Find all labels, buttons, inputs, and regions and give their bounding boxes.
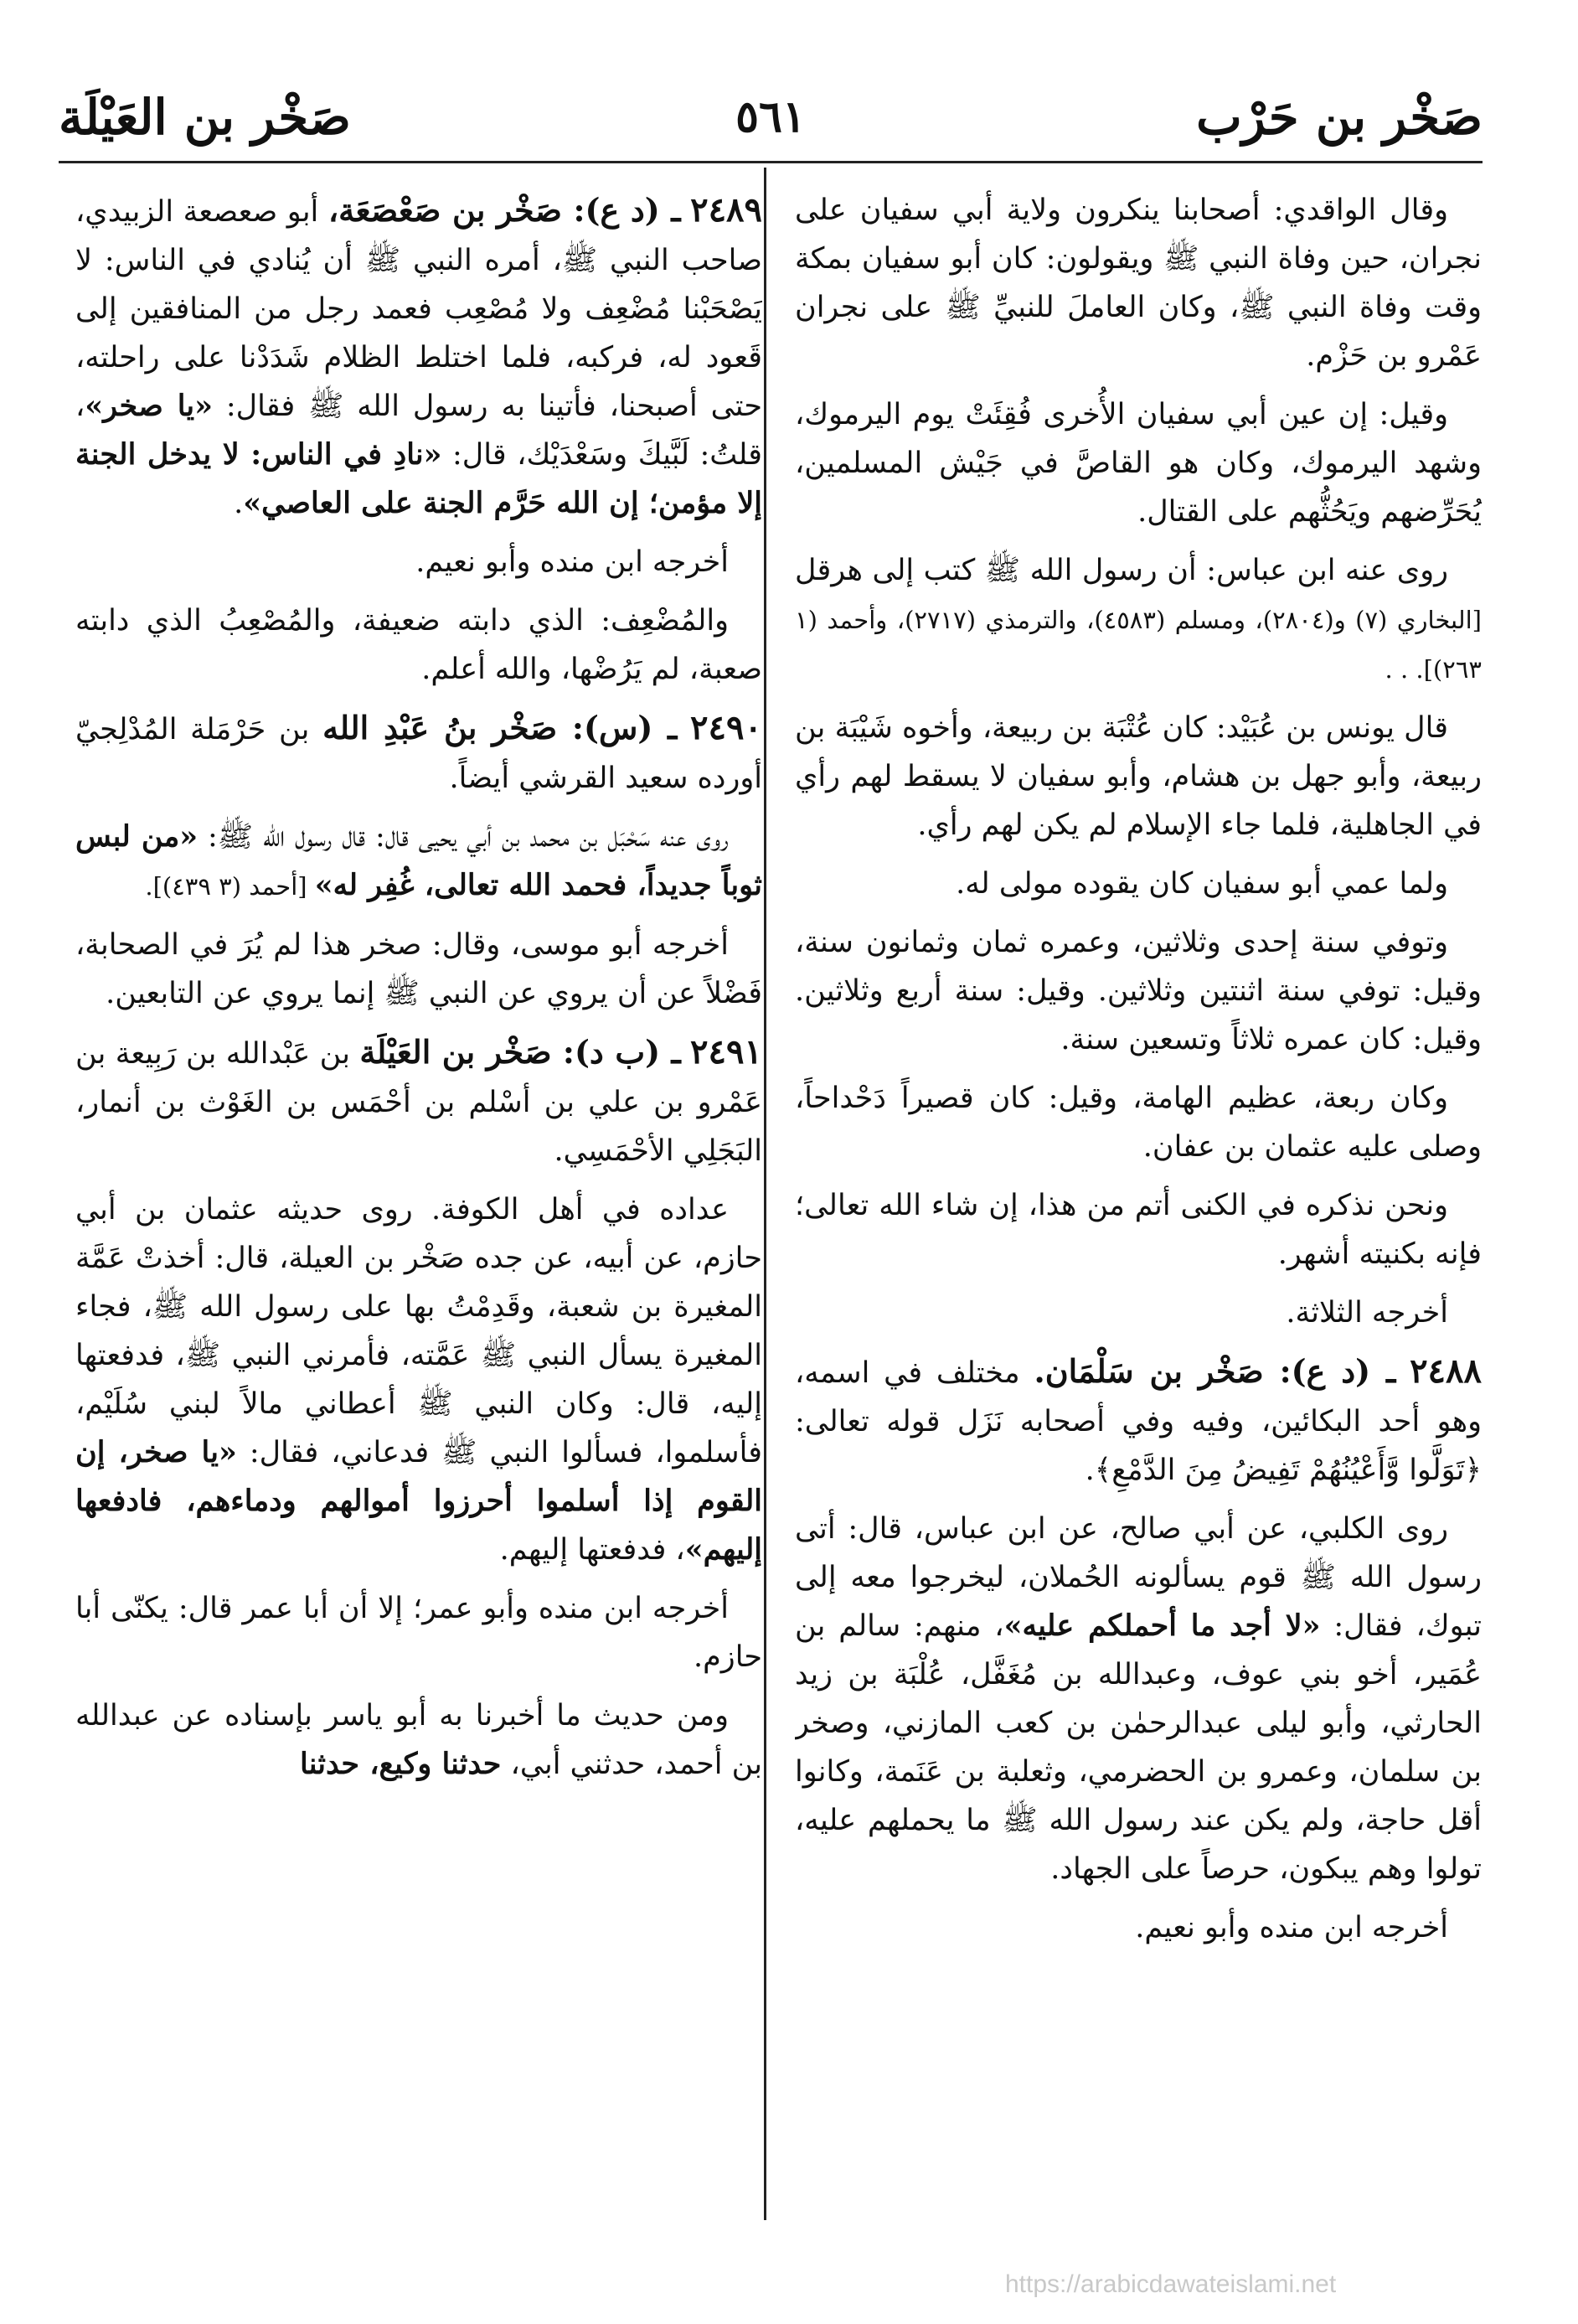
hadith-quote: «من لبس ثوباً جديداً، فحمد الله تعالى، غُفِر له» [75,819,762,902]
paragraph: أخرجه أبو موسى، وقال: صخر هذا لم يُرَ في الصحابة، فَضْلاً عن أن يروي عن النبي ﷺ إنما يروي عن التابعين. [75,928,762,1010]
entry-text: بن حَرْمَلة المُدْلِجيّ أورده سعيد القرشي أيضاً. [75,713,762,795]
paragraph: ولما عمي أبو سفيان كان يقوده مولى له. [956,867,1448,901]
citation: [أحمد (٣ ٤٣٩)]. [145,872,315,901]
header-rule [59,161,1483,163]
entry-heading: ـ (د ع): صَخْر بن سَلْمَان. [1034,1352,1396,1390]
entry-text: بن عَبْدالله بن رَبِيعة بن عَمْرو بن علي بن أسْلم بن أحْمَس بن الغَوْث بن أنمار، البَجَلِي الأحْمَسِي. [75,1037,762,1168]
paragraph [75,1691,762,1789]
paragraph-text: روى عنه سَحْبَل بن محمد بن أبي يحيى قال: قال رسول الله ﷺ: [198,820,729,854]
paragraph-text: ، فدفعتها إليهم. [499,1533,685,1567]
entry-2491 [75,1028,762,1175]
entry-text: مختلف في اسمه، وهو أحد البكائين، وفيه وفي أصحابه نَزَل قوله تعالى: ﴿تَوَلَّوا وَّأَعْيُنُهُمْ تَفِيضُ مِنَ الدَّمْعِ﴾. [795,1356,1482,1487]
entry-number: ٢٤٨٩ [690,190,762,230]
entry-number: ٢٤٩٠ [690,708,762,747]
hadith-quote: «يا صخر، إن القوم إذا أسلموا أحرزوا أموالهم ودماءهم، فادفعها إليهم» [75,1435,762,1567]
watermark-url: https://arabicdawateislami.net [1005,2270,1337,2298]
paragraph [795,1505,1482,1893]
running-title-right: صَخْر بن حَرْب [1196,89,1483,146]
entry-number: ٢٤٨٨ [1410,1351,1482,1391]
page-header [59,84,1483,151]
paragraph-text-bold: حدثنا وكيع، حدثنا [300,1747,502,1781]
paragraph-text: عداده في أهل الكوفة. روى حديثه عثمان بن أبي حازم، عن أبيه، عن جده صَخْر بن العيلة، قال: أخذتْ عَمَّة المغيرة بن شعبة، وقَدِمْتُ بها على رسول الله ﷺ، فجاء المغيرة يسأل النبي ﷺ عَمَّته، فأمرني النبي ﷺ، فدفعتها إليه، قال: وكان النبي ﷺ أعطاني مالاً لبني سُلَيْم، فأسلموا، فسألوا النبي ﷺ فدعاني، فقال: [75,1193,762,1469]
entry-heading: ـ (س): صَخْر بنُ عَبْدِ الله [322,709,678,746]
entry-2490 [75,704,762,803]
paragraph: أخرجه الثلاثة. [1286,1296,1448,1330]
citation: [البخاري (٧) و(٢٨٠٤)، ومسلم (٤٥٨٣)، والترمذي (٢٧١٧)، وأحمد (١ ٢٦٣)]. . . [795,606,1482,684]
paragraph-text: روى الكلبي، عن أبي صالح، عن ابن عباس، قال: أتى رسول الله ﷺ قوم يسألونه الحُملان، ليخرجوا معه إلى تبوك، فقال: [795,1512,1482,1643]
entry-text: أبو صعصعة الزبيدي، صاحب النبي ﷺ، أمره النبي ﷺ أن يُنادي في الناس: لا يَصْحَبْنا مُضْعِف ولا مُصْعِب فعمد رجل من المنافقين إلى قَعود له، فركبه، فلما اختلط الظلام شَدَدْنا على راحلته، حتى أصبحنا، فأتينا به رسول الله ﷺ فقال: [75,195,762,423]
paragraph: أخرجه ابن منده وأبو عمر؛ إلا أن أبا عمر قال: يكنّى أبا حازم. [75,1592,762,1674]
paragraph: وقيل: إن عين أبي سفيان الأُخرى فُقِئَتْ يوم اليرموك، وشهد اليرموك، وكان هو القاصَّ في جَيْش المسلمين، يُحَرِّضهم ويَحُثُّهم على القتال. [795,398,1482,529]
paragraph-text: روى عنه ابن عباس: أن رسول الله ﷺ كتب إلى هرقل [795,554,1448,587]
paragraph [795,546,1482,694]
entry-text: . [234,487,244,520]
hadith-quote: «يا صخر» [85,389,214,423]
paragraph-text: ومن حديث ما أخبرنا به أبو ياسر بإسناده عن عبدالله بن أحمد، حدثني أبي، [75,1699,762,1781]
paragraph [75,1185,762,1574]
paragraph: قال يونس بن عُبَيْد: كان عُتْبَة بن ربيعة، وأخوه شَيْبَة بن ربيعة، وأبو جهل بن هشام، وأبو سفيان لا يسقط لهم رأي في الجاهلية، فلما جاء الإسلام لم يكن لهم رأي. [795,711,1482,842]
entry-2488 [795,1347,1482,1495]
entry-heading: ـ (د ع): صَخْر بن صَعْصَعَة، [327,191,681,229]
right-column [795,186,1482,2230]
column-divider [764,168,766,2220]
paragraph: أخرجه ابن منده وأبو نعيم. [1135,1911,1448,1944]
paragraph: أخرجه ابن منده وأبو نعيم. [415,545,729,579]
paragraph-text: ، منهم: سالم بن عُمَير، أخو بني عوف، وعبدالله بن مُغَفَّل، عُلْبَة بن زيد الحارثي، وأبو ليلى عبدالرحمٰن بن كعب المازني، وصخر بن سلمان، وعمرو بن الحضرمي، وثعلبة بن عَنَمة، وكانوا أقل حاجة، ولم يكن عند رسول الله ﷺ ما يحملهم عليه، تولوا وهم يبكون، حرصاً على الجهاد. [795,1609,1482,1886]
paragraph: وتوفي سنة إحدى وثلاثين، وعمره ثمان وثمانون سنة، وقيل: توفي سنة اثنتين وثلاثين. وقيل: سنة أربع وثلاثين. وقيل: كان عمره ثلاثاً وتسعين سنة. [795,926,1482,1056]
entry-heading: ـ (ب د): صَخْر بن العَيْلَة [359,1033,681,1071]
running-title-left: صَخْر بن العَيْلَة [59,89,351,146]
hadith-quote: «لا أجد ما أحملكم عليه» [1003,1609,1321,1643]
page-number: ٥٦١ [735,91,806,142]
entry-text: ، قلتُ: لَبَّيكَ وسَعْدَيْك، قال: [75,390,762,472]
paragraph: ونحن نذكره في الكنى أتم من هذا، إن شاء الله تعالى؛ فإنه بكنيته أشهر. [795,1189,1482,1271]
entry-2489 [75,186,762,528]
paragraph: وقال الواقدي: أصحابنا ينكرون ولاية أبي سفيان على نجران، حين وفاة النبي ﷺ ويقولون: كان أبو سفيان بمكة وقت وفاة النبي ﷺ، وكان العاملَ للنبيِّ ﷺ على نجران عَمْرو بن حَزْم. [795,194,1482,373]
left-column [75,186,762,2230]
hadith-quote: «نادِ في الناس: لا يدخل الجنة إلا مؤمن؛ إن الله حَرَّم الجنة على العاصي» [75,437,762,520]
paragraph: وكان ربعة، عظيم الهامة، وقيل: كان قصيراً دَحْداحاً، وصلى عليه عثمان بن عفان. [795,1082,1482,1164]
entry-number: ٢٤٩١ [690,1032,762,1072]
paragraph: والمُضْعِف: الذي دابته ضعيفة، والمُصْعِبُ الذي دابته صعبة، لم يَرُضْها، والله أعلم. [75,604,762,686]
paragraph [75,813,762,911]
